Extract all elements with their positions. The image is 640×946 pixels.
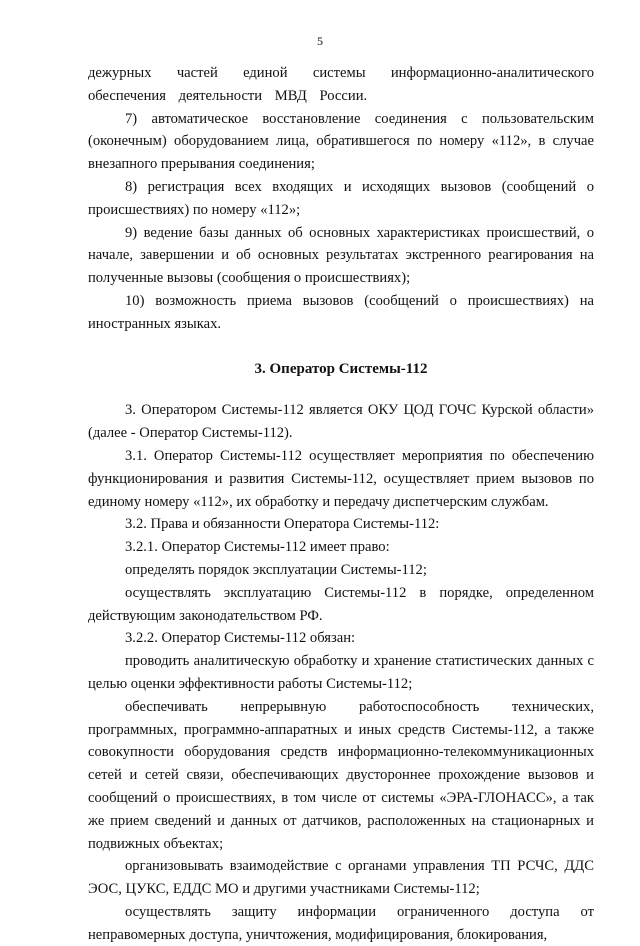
page-number: 5 xyxy=(317,34,323,48)
paragraph: проводить аналитическую обработку и хранение статистических данных с целью оценки эффективности работы Системы-112; xyxy=(88,653,594,692)
paragraph: 10) возможность приема вызовов (сообщений о происшествиях) на иностранных языках. xyxy=(88,292,594,332)
paragraph: определять порядок эксплуатации Системы-112; xyxy=(125,561,427,578)
paragraph: организовывать взаимодействие с органами управления ТП РСЧС, ДДС ЭОС, ЦУКС, ЕДДС МО и другими участниками Системы-112; xyxy=(88,858,594,898)
paragraph: дежурных частей единой системы информационно-аналитического обеспечения деятельности МВД России. xyxy=(88,65,594,104)
paragraph: 3.1. Оператор Системы-112 осуществляет мероприятия по обеспечению функционирования и развития Системы-112, осуществляет прием вызовов по единому номеру «112», их обработку и передачу диспетчерским службам. xyxy=(88,447,594,510)
paragraph: 3.2. Права и обязанности Оператора Системы-112: xyxy=(125,516,440,533)
paragraph: осуществлять эксплуатацию Системы-112 в порядке, определенном действующим законодательством РФ. xyxy=(88,584,594,624)
paragraph: осуществлять защиту информации ограниченного доступа от неправомерных доступа, уничтожения, модифицирования, блокирования, xyxy=(88,903,594,943)
paragraph: 3.2.1. Оператор Системы-112 имеет право: xyxy=(125,539,390,556)
paragraph: 8) регистрация всех входящих и исходящих вызовов (сообщений о происшествиях) по номеру «112»; xyxy=(88,178,594,218)
paragraph: 7) автоматическое восстановление соединения с пользовательским (оконечным) оборудованием лица, обратившегося по номеру «112», в случае внезапного прерывания соединения; xyxy=(88,110,594,173)
section-heading: 3. Оператор Системы-112 xyxy=(254,360,428,377)
paragraph: 9) ведение базы данных об основных характеристиках происшествий, о начале, завершении и об основных результатах экстренного реагирования на полученные вызовы (сообщения о происшествиях); xyxy=(88,224,594,287)
paragraph: 3. Оператором Системы-112 является ОКУ ЦОД ГОЧС Курской области» (далее - Оператор Системы-112). xyxy=(88,402,594,442)
paragraph: обеспечивать непрерывную работоспособность технических, программных, программно-аппаратных и иных средств Системы-112, а также совокупности оборудования средств информационно-телекоммуникационных сетей и сетей связи, обеспечивающих двустороннее прохождение вызовов и сообщений о происшествиях, в том числе от системы «ЭРА-ГЛОНАСС», а так же прием сведений и данных от датчиков, расположенных на стационарных и подвижных объектах; xyxy=(88,698,594,852)
paragraph: 3.2.2. Оператор Системы-112 обязан: xyxy=(125,630,356,647)
document-body xyxy=(88,62,594,946)
